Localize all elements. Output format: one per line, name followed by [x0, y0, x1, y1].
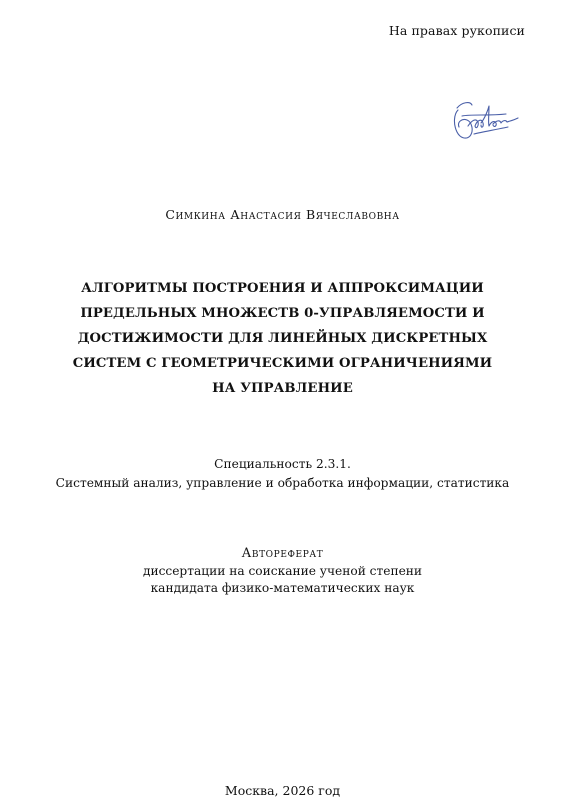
title-line: НА УПРАВЛЕНИЕ: [212, 381, 353, 396]
specialty-code: Специальность 2.3.1.: [214, 457, 351, 471]
title-line: ПРЕДЕЛЬНЫХ МНОЖЕСТВ 0-УПРАВЛЯЕМОСТИ И: [80, 306, 485, 321]
specialty-block: [0, 455, 565, 493]
title-line: ДОСТИЖИМОСТИ ДЛЯ ЛИНЕЙНЫХ ДИСКРЕТНЫХ: [77, 331, 488, 346]
title-line: СИСТЕМ С ГЕОМЕТРИЧЕСКИМИ ОГРАНИЧЕНИЯМИ: [72, 356, 493, 371]
abstract-line: диссертации на соискание ученой степени: [142, 564, 423, 578]
dissertation-title: [0, 276, 565, 401]
rights-note: На правах рукописи: [388, 23, 525, 38]
abstract-line: кандидата физико-математических наук: [150, 581, 415, 595]
handwritten-signature: [448, 96, 522, 144]
author-name: Симкина Анастасия Вячеславовна: [165, 207, 400, 222]
specialty-name: Системный анализ, управление и обработка информации, статистика: [55, 476, 510, 490]
city-year: Москва, 2026 год: [224, 783, 341, 798]
title-line: АЛГОРИТМЫ ПОСТРОЕНИЯ И АППРОКСИМАЦИИ: [81, 281, 484, 296]
abstract-block: [0, 545, 565, 597]
abstract-heading: Автореферат: [241, 546, 324, 561]
